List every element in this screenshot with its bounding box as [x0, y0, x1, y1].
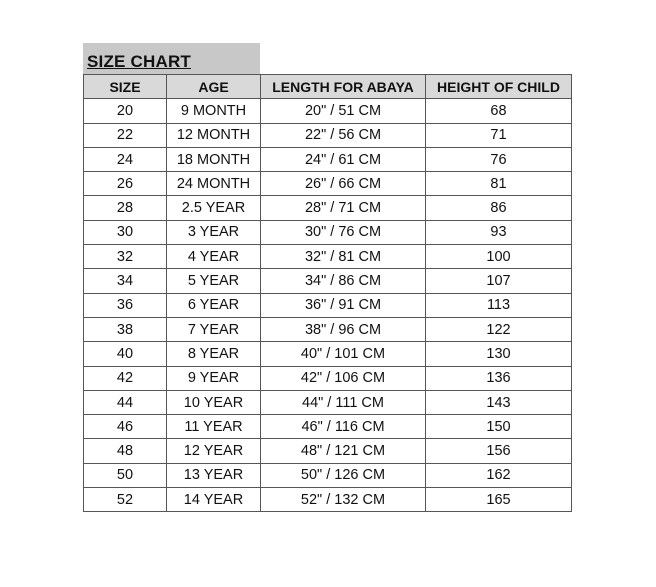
height-cell: 162: [426, 463, 572, 487]
size-cell: 24: [84, 147, 167, 171]
table-row: [84, 99, 572, 123]
size-cell: 44: [84, 390, 167, 414]
height-cell: 156: [426, 439, 572, 463]
size-cell: 26: [84, 172, 167, 196]
size-cell: 22: [84, 123, 167, 147]
size-chart-table: [83, 74, 572, 512]
table-row: [84, 488, 572, 512]
age-cell: 7 YEAR: [167, 317, 261, 341]
table-row: [84, 390, 572, 414]
column-header-size: SIZE: [84, 75, 167, 99]
length-cell: 24" / 61 CM: [261, 147, 426, 171]
table-row: [84, 196, 572, 220]
length-cell: 32" / 81 CM: [261, 245, 426, 269]
size-cell: 36: [84, 293, 167, 317]
age-cell: 9 YEAR: [167, 366, 261, 390]
length-cell: 42" / 106 CM: [261, 366, 426, 390]
height-cell: 165: [426, 488, 572, 512]
size-cell: 42: [84, 366, 167, 390]
height-cell: 81: [426, 172, 572, 196]
age-cell: 10 YEAR: [167, 390, 261, 414]
length-cell: 40" / 101 CM: [261, 342, 426, 366]
height-cell: 76: [426, 147, 572, 171]
age-cell: 6 YEAR: [167, 293, 261, 317]
age-cell: 12 MONTH: [167, 123, 261, 147]
height-cell: 150: [426, 415, 572, 439]
age-cell: 14 YEAR: [167, 488, 261, 512]
size-cell: 40: [84, 342, 167, 366]
age-cell: 5 YEAR: [167, 269, 261, 293]
length-cell: 22" / 56 CM: [261, 123, 426, 147]
size-cell: 28: [84, 196, 167, 220]
size-chart-sheet: [83, 43, 571, 512]
age-cell: 3 YEAR: [167, 220, 261, 244]
table-row: [84, 269, 572, 293]
table-row: [84, 463, 572, 487]
column-header-height: HEIGHT OF CHILD: [426, 75, 572, 99]
table-row: [84, 220, 572, 244]
size-cell: 50: [84, 463, 167, 487]
age-cell: 4 YEAR: [167, 245, 261, 269]
height-cell: 86: [426, 196, 572, 220]
length-cell: 50" / 126 CM: [261, 463, 426, 487]
height-cell: 113: [426, 293, 572, 317]
table-row: [84, 293, 572, 317]
size-cell: 52: [84, 488, 167, 512]
length-cell: 28" / 71 CM: [261, 196, 426, 220]
length-cell: 34" / 86 CM: [261, 269, 426, 293]
length-cell: 26" / 66 CM: [261, 172, 426, 196]
table-body: [84, 99, 572, 512]
height-cell: 143: [426, 390, 572, 414]
length-cell: 48" / 121 CM: [261, 439, 426, 463]
size-cell: 38: [84, 317, 167, 341]
length-cell: 46" / 116 CM: [261, 415, 426, 439]
height-cell: 93: [426, 220, 572, 244]
size-cell: 30: [84, 220, 167, 244]
age-cell: 11 YEAR: [167, 415, 261, 439]
height-cell: 136: [426, 366, 572, 390]
table-row: [84, 366, 572, 390]
column-header-age: AGE: [167, 75, 261, 99]
height-cell: 68: [426, 99, 572, 123]
age-cell: 9 MONTH: [167, 99, 261, 123]
length-cell: 52" / 132 CM: [261, 488, 426, 512]
age-cell: 24 MONTH: [167, 172, 261, 196]
age-cell: 12 YEAR: [167, 439, 261, 463]
age-cell: 2.5 YEAR: [167, 196, 261, 220]
length-cell: 38" / 96 CM: [261, 317, 426, 341]
length-cell: 20" / 51 CM: [261, 99, 426, 123]
age-cell: 13 YEAR: [167, 463, 261, 487]
height-cell: 100: [426, 245, 572, 269]
table-row: [84, 439, 572, 463]
column-header-length: LENGTH FOR ABAYA: [261, 75, 426, 99]
length-cell: 30" / 76 CM: [261, 220, 426, 244]
title-cell: [83, 43, 260, 74]
age-cell: 8 YEAR: [167, 342, 261, 366]
size-cell: 46: [84, 415, 167, 439]
table-row: [84, 245, 572, 269]
height-cell: 71: [426, 123, 572, 147]
age-cell: 18 MONTH: [167, 147, 261, 171]
table-row: [84, 415, 572, 439]
size-cell: 48: [84, 439, 167, 463]
page-title: SIZE CHART: [87, 52, 191, 71]
header-row: [84, 75, 572, 99]
length-cell: 36" / 91 CM: [261, 293, 426, 317]
size-cell: 20: [84, 99, 167, 123]
table-row: [84, 342, 572, 366]
height-cell: 122: [426, 317, 572, 341]
table-row: [84, 317, 572, 341]
height-cell: 107: [426, 269, 572, 293]
height-cell: 130: [426, 342, 572, 366]
size-cell: 32: [84, 245, 167, 269]
table-row: [84, 147, 572, 171]
table-row: [84, 123, 572, 147]
length-cell: 44" / 111 CM: [261, 390, 426, 414]
size-cell: 34: [84, 269, 167, 293]
table-row: [84, 172, 572, 196]
